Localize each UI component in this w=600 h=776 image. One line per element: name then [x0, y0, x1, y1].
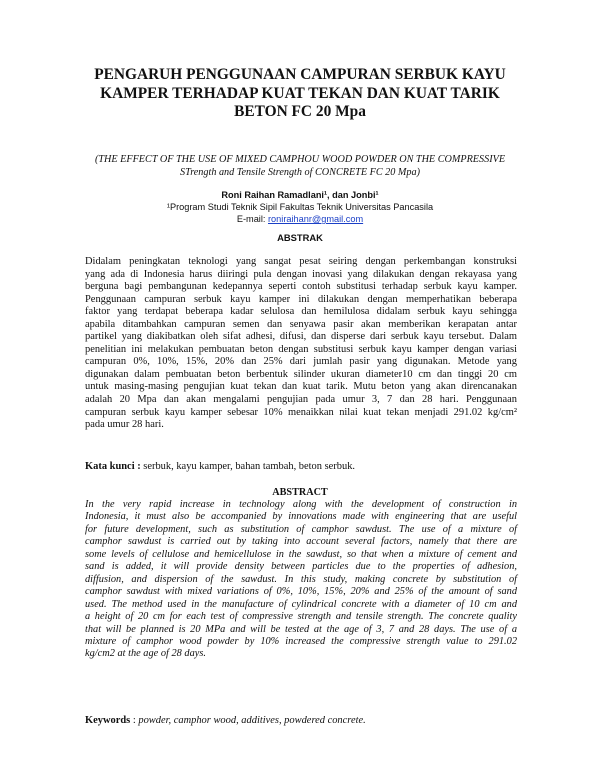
keywords: [85, 715, 517, 726]
abstract-line: Indonesia, it must also be accompanied by innovations made with engineering that are useful: [85, 511, 517, 523]
abstract-line: camphor sawdust is carried out by taking into account several factors, namely that there are: [85, 536, 517, 548]
abstrak-line: yang ada di Indonesia harus diiringi pula dengan inovasi yang dilakukan dengan rekayasa yang: [85, 268, 517, 280]
abstrak-line: apabila ditambahkan campuran semen dan senyawa pasir akan memberikan kerapatan antar: [85, 318, 517, 330]
abstract-line: for future development, such as substitution of camphor sawdust. The use of a mixture of: [85, 523, 517, 535]
kata-kunci-value: serbuk, kayu kamper, bahan tambah, beton serbuk.: [140, 461, 356, 472]
english-title-line: (THE EFFECT OF THE USE OF MIXED CAMPHOU WOOD POWDER ON THE COMPRESSIVE: [94, 154, 506, 165]
author-affiliation: ¹Program Studi Teknik Sipil Fakultas Teknik Universitas Pancasila: [166, 202, 434, 212]
kata-kunci-label: Kata kunci :: [85, 461, 141, 472]
author-block: [100, 189, 500, 225]
email-label: E-mail:: [236, 214, 268, 224]
abstrak-line: penelitian ini melakukan pembuatan beton dengan substitusi serbuk kayu kamper dengan variasi: [85, 343, 517, 355]
abstrak-line: digunakan dalam pembuatan beton berbentuk silinder ukuran diameter10 cm dan tinggi 20 cm: [85, 368, 517, 380]
email-link[interactable]: roniraihanr@gmail.com: [268, 214, 364, 224]
abstract-line: that will be planned is 20 MPa and will be tested at the age of 3, 7 and 28 days. The use of a: [85, 623, 517, 635]
abstract-line: sand is added, it will provide density between particles due to the properties of adhesion,: [85, 561, 517, 573]
keywords-label: Keywords: [85, 715, 131, 726]
abstrak-line: campuran serbuk kayu kamper sebesar 10% menaikkan nilai kuat tekan menjadi 291.02 kg/cm²: [85, 406, 517, 418]
abstrak-line: faktor yang terdapat beberapa kadar selulosa dan hemilulosa didalam serbuk kayu sehingga: [85, 306, 517, 318]
abstract-body: [85, 499, 517, 661]
abstrak-line: adalah 20 Mpa dan akan mengalami pengujian pada umur 3, 7 dan 28 hari. Penggunaan: [85, 394, 517, 406]
english-title: [70, 153, 530, 179]
paper-title: [70, 66, 530, 122]
abstract-line: camphor sawdust with mixed variations of 0%, 10%, 15%, 20% and 25% of the amount of sand: [85, 586, 517, 598]
abstract-line: a height of 20 cm for each test of compressive strength and tensile strength. The concrete quality: [85, 611, 517, 623]
english-title-line: STrength and Tensile Strength of CONCRETE FC 20 Mpa): [180, 167, 420, 178]
title-line: BETON FC 20 Mpa: [234, 103, 366, 120]
abstrak-line: Penggunaan campuran serbuk kayu kamper ini dilakukan dengan memperhatikan beberapa: [85, 293, 517, 305]
title-line: KAMPER TERHADAP KUAT TEKAN DAN KUAT TARIK: [100, 84, 500, 102]
abstrak-line: campuran 0%, 10%, 15%, 20% dan 25% dari jumlah pasir yang digunakan. Metode yang: [85, 356, 517, 368]
author-email-line: [100, 213, 500, 225]
abstrak-body: [85, 256, 517, 432]
abstract-line: mixture of camphor wood powder by 10% increased the compressive strength value to 291.02: [85, 635, 517, 647]
abstrak-heading: ABSTRAK: [277, 232, 323, 243]
abstrak-line: pada umur 28 hari.: [85, 419, 164, 431]
abstract-line: diffusion, and dispersion of the sawdust. In this study, making concrete by substitution of: [85, 573, 517, 585]
abstract-line: used. The method used in the manufacture of cylindrical concrete with a diameter of 10 cm and: [85, 598, 517, 610]
title-line: PENGARUH PENGGUNAAN CAMPURAN SERBUK KAYU: [94, 66, 506, 83]
abstrak-line: partikel yang diakibatkan oleh sifat adhesi, difusi, dan disperse dari serbuk kayu tersebut. Dalam: [85, 331, 517, 343]
keywords-separator: :: [130, 715, 139, 726]
author-names: Roni Raihan Ramadlani¹, dan Jonbi¹: [221, 190, 379, 200]
abstract-line: In the very rapid increase in technology along with the development of construction in: [85, 499, 517, 510]
abstrak-line: Didalam peningkatan teknologi yang sangat pesat seiring dengan perkembangan konstruksi: [85, 256, 517, 267]
kata-kunci: [85, 461, 517, 472]
abstrak-line: berguna bagi pembangunan kedepannya seperti contoh substitusi terhadap serbuk kayu kamper.: [85, 281, 517, 293]
abstract-heading: ABSTRACT: [272, 487, 328, 498]
keywords-value: powder, camphor wood, additives, powdered concrete.: [138, 715, 366, 726]
abstract-line: kg/cm2 at the age of 28 days.: [85, 648, 206, 660]
abstrak-line: untuk masing-masing pengujian kuat tekan dan kuat tarik. Mutu beton yang akan direncanakan: [85, 381, 517, 393]
abstract-line: some levels of cellulose and hemicellulose in the sawdust, so that when a mixture of cement and: [85, 548, 517, 560]
